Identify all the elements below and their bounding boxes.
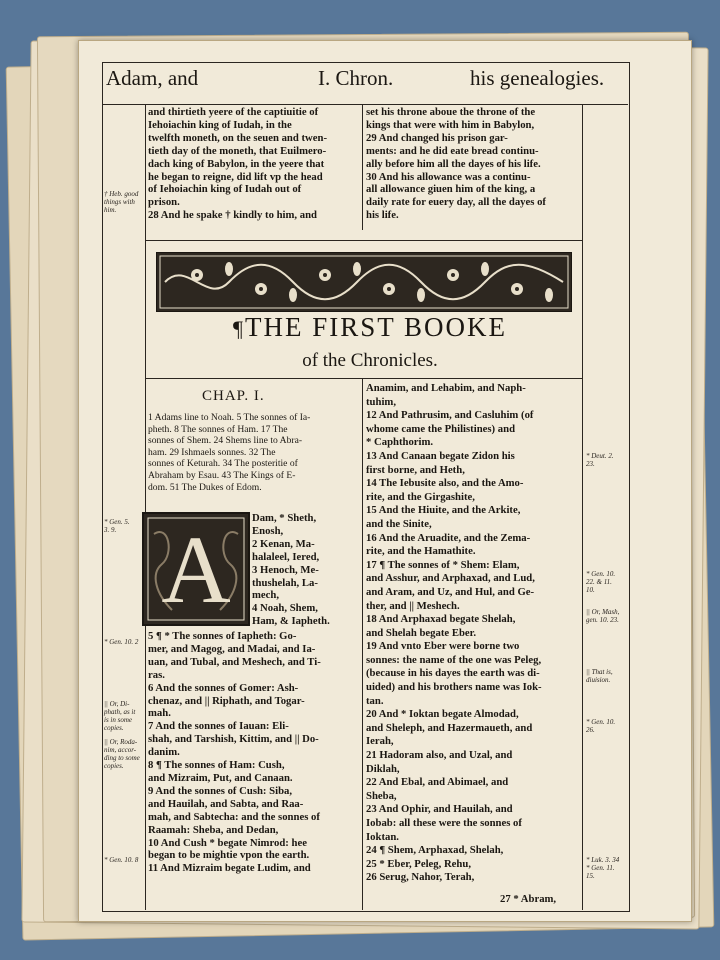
summary-line: Abraham by Esau. 43 The Kings of E- (148, 469, 296, 481)
text-line: mech, (252, 589, 280, 602)
running-head-right: his genealogies. (470, 66, 605, 90)
margin-note-gen-10-2: * Gen. 10. 2 (104, 638, 139, 646)
text-line: 13 And Canaan begate Zidon his (366, 449, 515, 462)
text-line: 22 And Ebal, and Abimael, and (366, 776, 509, 789)
text-line: and thirtieth yeere of the captiuitie of (148, 106, 319, 118)
text-line: Dam, * Sheth, (252, 512, 317, 524)
summary-line: 1 Adams line to Noah. 5 The sonnes of Ia- (148, 412, 311, 423)
left-margin-rule (145, 104, 146, 910)
text-line: ments: and he did eate bread continu- (366, 144, 539, 157)
text-line: sonnes: the name of the one was Peleg, (366, 653, 542, 666)
text-line: and Mizraim, Put, and Canaan. (148, 771, 293, 784)
bottom-column-rule (362, 378, 363, 910)
margin-note-or-rodanim: || Or, Roda- nim, accor- ding to some copies. (104, 738, 140, 770)
book-title (170, 312, 570, 343)
text-line: tuhim, (366, 395, 396, 408)
decorative-headpiece (156, 252, 572, 312)
text-line: and Hauilah, and Sabta, and Raa- (148, 797, 304, 810)
text-line: 20 And * Ioktan begate Almodad, (366, 708, 519, 721)
chapter-heading: CHAP. I. (202, 388, 265, 404)
text-line: Ioktan. (366, 830, 399, 843)
title-bottom-rule (145, 378, 582, 379)
top-right-column (366, 106, 580, 222)
text-line: his life. (366, 209, 399, 222)
text-line: 15 And the Hiuite, and the Arkite, (366, 504, 521, 517)
text-line: he began to reigne, did lift vp the head (148, 170, 323, 183)
summary-line: sonnes of Keturah. 34 The posteritie of (148, 458, 298, 470)
margin-note-gen-10-26: * Gen. 10. 26. (586, 718, 616, 734)
text-line: prison. (148, 196, 180, 209)
text-line: thushelah, La- (252, 576, 318, 589)
right-column-text (366, 382, 580, 885)
text-line: uided) and his brothers name was Iok- (366, 681, 542, 694)
text-line: 4 Noah, Shem, (252, 602, 318, 615)
text-line: Ierah, (366, 735, 394, 748)
text-line: mah, and Sabtecha: and the sonnes of (148, 810, 320, 823)
drop-cap-initial (142, 512, 250, 626)
text-line: and Sheleph, and Hazermaueth, and (366, 721, 533, 734)
text-line: 21 Hadoram also, and Uzal, and (366, 749, 513, 762)
text-line: and Shelah begate Eber. (366, 626, 477, 639)
text-line: Iobab: all these were the sonnes of (366, 817, 522, 829)
text-line: of Iehoiachin king of Iudah out of (148, 183, 302, 196)
text-line: 14 The Iebusite also, and the Amo- (366, 477, 524, 490)
text-line: twelfth moneth, on the seuen and twen- (148, 131, 328, 144)
margin-note-that-is: || That is, diuision. (586, 668, 613, 684)
text-line: 11 And Mizraim begate Ludim, and (148, 862, 311, 875)
top-left-column (148, 106, 360, 222)
text-line: 26 Serug, Nahor, Terah, (366, 871, 475, 884)
book-subtitle: of the Chronicles. (302, 350, 438, 371)
text-line: 25 * Eber, Peleg, Rehu, (366, 857, 471, 870)
header-rule (102, 104, 628, 105)
text-line: first borne, and Heth, (366, 463, 465, 476)
margin-note-deut: * Deut. 2. 23. (586, 452, 614, 468)
margin-note-gen-10-22: * Gen. 10. 22. & 11. 10. (586, 570, 616, 594)
text-line: ras. (148, 668, 165, 681)
summary-line: pheth. 8 The sonnes of Ham. 17 The (148, 423, 288, 435)
text-line: 29 And changed his prison gar- (366, 131, 508, 144)
text-line: mer, and Magog, and Madai, and Ia- (148, 642, 316, 655)
text-line: and the Sinite, (366, 517, 432, 530)
margin-note-gen-5: * Gen. 5. 3. 9. (104, 518, 130, 534)
text-line: dach king of Babylon, in the yeere that (148, 157, 325, 170)
text-line: ally before him all the dayes of his life. (366, 157, 541, 170)
text-line: began to be mightie vpon the earth. (148, 849, 310, 862)
text-line: 17 ¶ The sonnes of * Shem: Elam, (366, 558, 520, 571)
left-column-text (148, 630, 360, 875)
text-line: tieth day of the moneth, that Euilmero- (148, 144, 327, 157)
margin-note-luke: * Luk. 3. 34 * Gen. 11. 15. (586, 856, 620, 880)
text-line: 10 And Cush * begate Nimrod: hee (148, 836, 307, 849)
text-line: halaleel, Iered, (252, 550, 320, 563)
summary-line: sonnes of Shem. 24 Shems line to Abra- (148, 435, 303, 447)
text-line: all allowance giuen him of the king, a (366, 183, 536, 196)
text-line: uan, and Tubal, and Meshech, and Ti- (148, 655, 321, 668)
text-line: Enosh, (252, 524, 284, 537)
drop-cap-text (252, 512, 360, 628)
running-head-left: Adam, and (106, 66, 199, 90)
text-line: rite, and the Girgashite, (366, 490, 475, 503)
text-line: 8 ¶ The sonnes of Ham: Cush, (148, 759, 285, 772)
text-line: 7 And the sonnes of Iauan: Eli- (148, 720, 289, 733)
text-line: 2 Kenan, Ma- (252, 537, 315, 550)
text-line: ther, and || Meshech. (366, 599, 460, 612)
text-line: Sheba, (366, 789, 397, 802)
text-line: Ham, & Iapheth. (252, 615, 330, 628)
text-line: Raamah: Sheba, and Dedan, (148, 823, 279, 836)
text-line: and Asshur, and Arphaxad, and Lud, (366, 572, 535, 585)
text-line: mah. (148, 707, 171, 720)
text-line: Iehoiachin king of Iudah, in the (148, 118, 292, 131)
book-title-text: THE FIRST BOOKE (244, 312, 507, 342)
text-line: 5 ¶ * The sonnes of Iapheth: Go- (148, 630, 297, 642)
text-line: rite, and the Hamathite. (366, 545, 476, 558)
text-line: 19 And vnto Eber were borne two (366, 640, 520, 653)
text-line: 3 Henoch, Me- (252, 563, 319, 576)
text-line: kings that were with him in Babylon, (366, 118, 535, 131)
text-line: whome came the Philistines) and (366, 422, 516, 435)
section-rule (145, 240, 582, 241)
text-line: 30 And his allowance was a continu- (366, 170, 531, 183)
text-line: tan. (366, 694, 384, 707)
running-head-center: I. Chron. (318, 66, 394, 90)
catchword: 27 * Abram, (500, 893, 557, 905)
chapter-summary (148, 412, 360, 493)
text-line: 18 And Arphaxad begate Shelah, (366, 613, 516, 626)
pilcrow-mark: ¶ (233, 316, 245, 341)
text-line: chenaz, and || Riphath, and Togar- (148, 694, 305, 707)
text-line: 24 ¶ Shem, Arphaxad, Shelah, (366, 844, 504, 857)
text-line: * Caphthorim. (366, 436, 434, 449)
text-line: (because in his dayes the earth was di- (366, 667, 540, 680)
summary-line: ham. 29 Ishmaels sonnes. 32 The (148, 446, 276, 458)
margin-note-heb-good: † Heb. good things with him. (104, 190, 139, 214)
top-column-rule (362, 104, 363, 230)
text-line: 12 And Pathrusim, and Casluhim (of (366, 409, 534, 422)
margin-note-or-mash: || Or, Mash, gen. 10. 23. (586, 608, 620, 624)
summary-line: dom. 51 The Dukes of Edom. (148, 481, 262, 493)
text-line: Diklah, (366, 762, 400, 775)
text-line: daily rate for euery day, all the dayes of (366, 196, 546, 209)
text-line: set his throne aboue the throne of the (366, 106, 536, 118)
margin-note-gen-10-8: * Gen. 10. 8 (104, 856, 139, 864)
text-line: and Aram, and Uz, and Hul, and Ge- (366, 585, 535, 598)
text-line: 16 And the Aruadite, and the Zema- (366, 531, 531, 544)
text-line: 6 And the sonnes of Gomer: Ash- (148, 681, 299, 694)
text-line: 9 And the sonnes of Cush: Siba, (148, 784, 293, 797)
text-line: 28 And he spake † kindly to him, and (148, 209, 317, 222)
margin-note-or-diphath: || Or, Di- phath, as it is in some copies. (104, 700, 136, 732)
right-margin-rule (582, 104, 583, 910)
drop-cap-letter: A (161, 516, 231, 623)
text-line: 23 And Ophir, and Hauilah, and (366, 803, 513, 816)
text-line: danim. (148, 746, 180, 759)
text-line: shah, and Tarshish, Kittim, and || Do- (148, 733, 319, 746)
text-line: Anamim, and Lehabim, and Naph- (366, 382, 526, 394)
